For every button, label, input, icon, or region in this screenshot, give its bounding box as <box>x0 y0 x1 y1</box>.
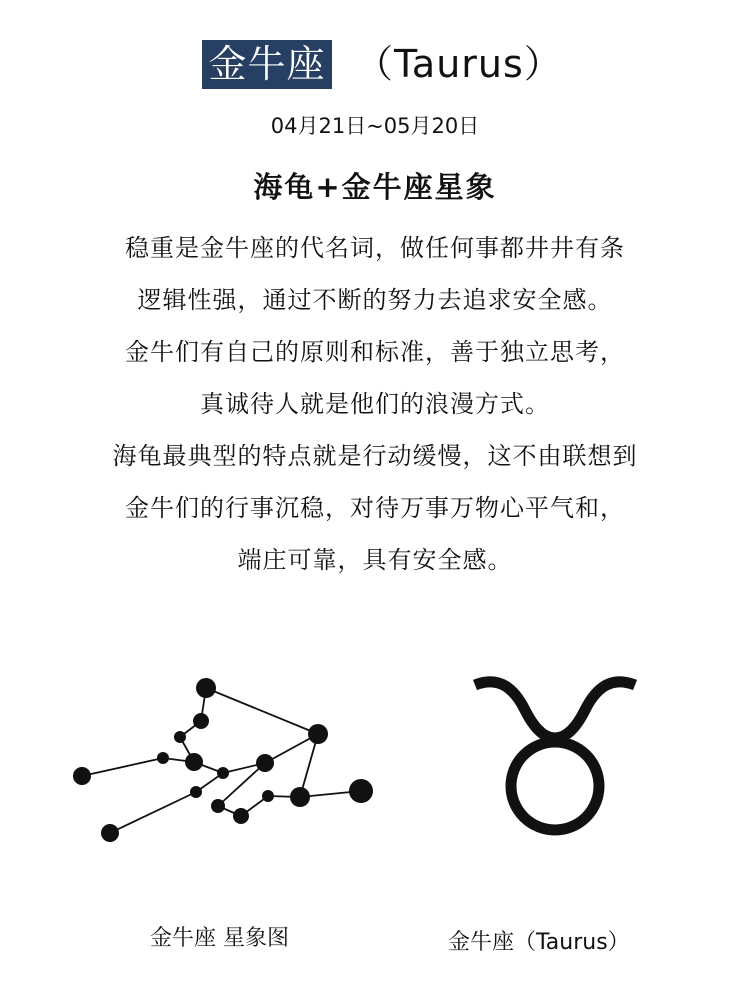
section-title: 海龟+金牛座星象 <box>253 170 497 204</box>
description-line: 金牛们的行事沉稳，对待万事万物心平气和， <box>125 494 625 522</box>
description-line: 逻辑性强，通过不断的努力去追求安全感。 <box>137 286 613 314</box>
title-english: （Taurus） <box>355 42 563 86</box>
symbol-caption: 金牛座（Taurus） <box>448 930 630 955</box>
constellation-caption: 金牛座 星象图 <box>150 926 289 951</box>
description-line: 真诚待人就是他们的浪漫方式。 <box>200 390 550 418</box>
date-range: 04月21日~05月20日 <box>270 114 480 138</box>
constellation-diagram-icon <box>60 660 390 860</box>
description-line: 端庄可靠，具有安全感。 <box>237 546 513 574</box>
title-row <box>0 40 750 90</box>
description-line: 金牛们有自己的原则和标准，善于独立思考， <box>125 338 625 366</box>
description-line: 海龟最典型的特点就是行动缓慢，这不由联想到 <box>112 442 638 470</box>
description-paragraph <box>0 232 750 596</box>
description-line: 稳重是金牛座的代名词，做任何事都井井有条 <box>125 234 625 262</box>
taurus-zodiac-symbol-icon <box>470 670 640 845</box>
title-chinese: 金牛座 <box>202 40 332 89</box>
